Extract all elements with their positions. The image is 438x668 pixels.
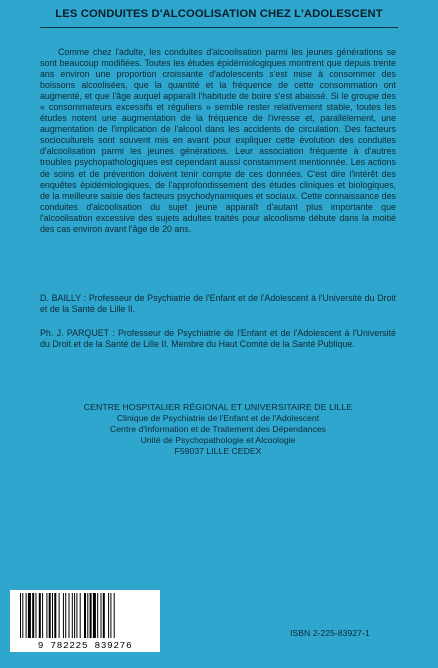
author-parquet: Ph. J. PARQUET : Professeur de Psychiatrie de l'Enfant et de l'Adolescent à l'Université du Droit et de la Santé de Lille II. Membre du Haut Comité de la Santé Publique. bbox=[40, 328, 396, 350]
institution-line: Centre d'Information et de Traitement des Dépendances bbox=[109, 423, 327, 434]
summary-text: Comme chez l'adulte, les conduites d'alcoolisation parmi les jeunes générations se sont beaucoup modifiées. Toutes les études épidémiologiques montrent que depuis trente ans environ une proportion croissante d'adolescents s'est mise à consommer des boissons alcoolisées, que la quantité et la fréquence de cette consommation ont augmenté, et que l'âge auquel apparaît l'habitude de boire s'est abaissé. Si le groupe des « consommateurs excessifs et réguliers » semble rester relativement stable, toutes les études notent une augmentation de la fréquence de l'ivresse et, parallèlement, une augmentation de l'implication de l'alcool dans les accidents de circulation. Des facteurs socioculturels sont souvent mis en avant pour expliquer cette évolution des conduites d'alcoolisation parmi les jeunes générations. Leur association fréquente à d'autres troubles psychopathologiques est cependant aussi constamment mentionnée. Les actions de soins et de prévention doivent tenir compte de ces données. C'est dire l'intérêt des enquêtes épidémiologiques, de l'approfondissement des études cliniques et biologiques, de la meilleure saisie des facteurs psychodynamiques et sociaux. Cette connaissance des conduites d'alcoolisation du sujet jeune apparaît d'autant plus importante que l'alcoolisation excessive des sujets adultes traités pour alcoolisme débute dans la moitié des cas environ avant l'âge de 20 ans. bbox=[40, 47, 396, 234]
institution-line: F59037 LILLE CEDEX bbox=[174, 445, 262, 456]
cover-title: LES CONDUITES D'ALCOOLISATION CHEZ L'ADOLESCENT bbox=[55, 8, 383, 20]
isbn: ISBN 2-225-83927-1 bbox=[290, 628, 370, 638]
institution-block bbox=[40, 402, 396, 457]
author-bailly: D. BAILLY : Professeur de Psychiatrie de l'Enfant et de l'Adolescent à l'Université du Droit et de la Santé de Lille II. bbox=[40, 293, 396, 315]
institution-line: Unité de Psychopathologie et Alcoologie bbox=[140, 434, 296, 445]
barcode-bars-icon bbox=[18, 593, 152, 638]
title-underline bbox=[40, 27, 398, 28]
barcode bbox=[10, 590, 160, 652]
barcode-digits: 9 782225 839276 bbox=[37, 640, 133, 651]
institution-line: Clinique de Psychiatrie de l'Enfant et de l'Adolescent bbox=[116, 412, 320, 423]
institution-line: CENTRE HOSPITALIER RÉGIONAL ET UNIVERSITAIRE DE LILLE bbox=[83, 402, 353, 412]
